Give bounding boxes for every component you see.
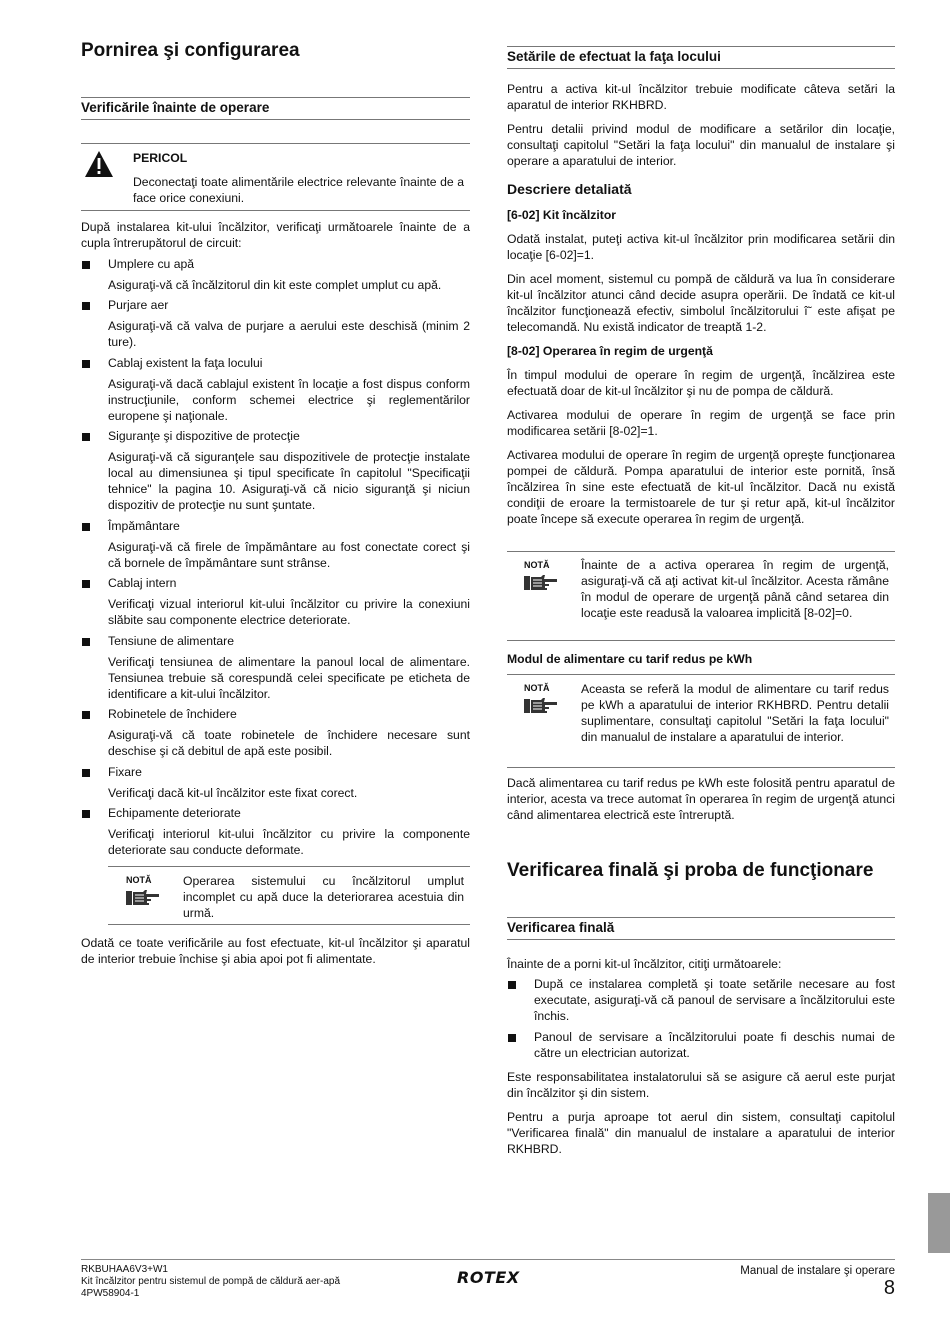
paragraph: Pentru a activa kit-ul încălzitor trebuie modificate câteva setări la aparatul de interior RKHBRD. [507, 82, 895, 112]
check-title: Tensiune de alimentare [108, 634, 235, 648]
check-title: Echipamente deteriorate [108, 806, 241, 820]
paragraph: Înainte de a porni kit-ul încălzitor, citiţi următoarele: [507, 957, 782, 971]
check-text: Asiguraţi-vă că toate robinetele de închidere necesare sunt deschise şi că debitul de apă este posibil. [108, 728, 470, 758]
check-title: Cablaj intern [108, 576, 177, 590]
subheading-8-02: [8-02] Operarea în regim de urgenţă [507, 344, 713, 358]
bullet [82, 769, 90, 777]
note-text: Înainte de a activa operarea în regim de urgenţă, asiguraţi-vă că aţi activat kit-ul încălzitor. Acesta rămâne în modul de operare de urgenţă până când setarea din locaţie este readusă la valoarea implicită [8-02]=0. [581, 558, 889, 620]
check-title: Umplere cu apă [108, 257, 195, 271]
divider [507, 551, 895, 552]
check-title: Purjare aer [108, 298, 169, 312]
pointing-hand-icon [523, 573, 559, 593]
paragraph: Activarea modului de operare în regim de urgenţă se face prin modificarea setării [8-02]=1. [507, 408, 895, 438]
paragraph: Dacă alimentarea cu tarif redus pe kWh este folosită pentru aparatul de interior, acesta va trece automat în operarea în regim de urgenţă atunci când alimentarea electrică este întreruptă. [507, 776, 895, 822]
bullet [82, 523, 90, 531]
check-title: Robinetele de închidere [108, 707, 237, 721]
section-title-final: Verificarea finală [507, 920, 615, 935]
check-title: Cablaj existent la faţa locului [108, 356, 263, 370]
divider [507, 68, 895, 69]
subheading-detailed: Descriere detaliată [507, 181, 632, 197]
check-text: Asiguraţi-vă că încălzitorul din kit este complet umplut cu apă. [108, 278, 442, 292]
check-text: Verificaţi interiorul kit-ului încălzitor cu privire la componente deteriorate sau conducte deformate. [108, 827, 470, 857]
divider [507, 917, 895, 918]
page-number: 8 [883, 1277, 895, 1299]
footer-model: RKBUHAA6V3+W1 [81, 1264, 168, 1275]
divider [108, 866, 470, 867]
note-label: NOTĂ [524, 560, 550, 570]
section-title-settings: Setările de efectuat la faţa locului [507, 49, 721, 64]
check-title: Siguranţe şi dispozitive de protecţie [108, 429, 300, 443]
bullet [82, 711, 90, 719]
check-title: Fixare [108, 765, 142, 779]
divider [507, 939, 895, 940]
check-title: Împământare [108, 519, 180, 533]
check-text: Asiguraţi-vă că valva de purjare a aerului este deschisă (minim 2 ture). [108, 319, 470, 349]
intro-text: După instalarea kit-ului încălzitor, verificaţi următoarele înainte de a cupla întrerupătorul de circuit: [81, 220, 470, 250]
pointing-hand-icon [125, 888, 161, 908]
rotex-logo: ROTEX [457, 1268, 520, 1287]
bullet [508, 981, 516, 989]
check-text: Asiguraţi-vă că firele de împământare au fost conectate corect şi că bornele de împământare sunt strânse. [108, 540, 470, 570]
check-text: Verificaţi vizual interiorul kit-ului încălzitor cu privire la conexiuni slăbite sau componente electrice deteriorate. [108, 597, 470, 627]
divider [81, 119, 470, 120]
subheading-tariff: Modul de alimentare cu tarif redus pe kWh [507, 652, 753, 666]
pointing-hand-icon [523, 696, 559, 716]
paragraph: Activarea modului de operare în regim de urgenţă opreşte funcţionarea pompei de căldură. Pompa aparatului de interior este pornită, însă încălzirea în sine este efectuată de kit-ul încălzitor. Dacă nu există condiţii de eroare la termistoarele de tur şi retur apă, kit-ul încălzitor poate începe să execute operarea în regim de urgenţă. [507, 448, 895, 526]
section-title-checks: Verificările înainte de operare [81, 100, 270, 115]
footer-description: Kit încălzitor pentru sistemul de pompă de căldură aer-apă [81, 1276, 341, 1287]
bullet [82, 433, 90, 441]
check-text: Asiguraţi-vă dacă cablajul existent în locaţie a fost dispus conform instrucţiunile, conform schemei electrice şi reglementărilor europene şi naţionale. [108, 377, 470, 423]
subheading-6-02: [6-02] Kit încălzitor [507, 208, 617, 222]
danger-label: PERICOL [133, 151, 188, 165]
divider [507, 767, 895, 768]
warning-triangle-icon [84, 150, 114, 178]
footer-divider [81, 1259, 895, 1260]
bullet [508, 1034, 516, 1042]
note-label: NOTĂ [126, 875, 152, 885]
section-heading-final: Verificarea finală şi proba de funcţionare [507, 860, 874, 881]
note-text: Operarea sistemului cu încălzitorul umplut incomplet cu apă duce la deteriorarea acestuia din urmă. [183, 874, 464, 920]
final-bullet-text: Panoul de servisare a încălzitorului poate fi deschis numai de către un electrician autorizat. [534, 1030, 895, 1060]
footer-manual: Manual de instalare şi operare [740, 1265, 895, 1277]
footer-doc-code: 4PW58904-1 [81, 1288, 140, 1299]
check-text: Verificaţi dacă kit-ul încălzitor este fixat corect. [108, 786, 358, 800]
bullet [82, 302, 90, 310]
divider [81, 97, 470, 98]
paragraph: Odată instalat, puteţi activa kit-ul încălzitor prin modificarea setării din locaţie [6-02]=1. [507, 232, 895, 262]
bullet [82, 580, 90, 588]
note-text: Aceasta se referă la modul de alimentare cu tarif redus pe kWh a aparatului de interior RKHBRD. Pentru detalii suplimentare, consultaţi capitolul "Setări la faţa locului" din manualul de instalare a aparatului de interior. [581, 682, 889, 744]
danger-text: Deconectaţi toate alimentările electrice relevante înainte de a face orice conexiuni. [133, 175, 464, 205]
section-tab-marker [928, 1193, 950, 1253]
divider [507, 640, 895, 641]
closing-text: Odată ce toate verificările au fost efectuate, kit-ul încălzitor şi aparatul de interior trebuie închise şi abia apoi pot fi alimentate. [81, 936, 470, 966]
divider [507, 674, 895, 675]
check-text: Asiguraţi-vă că siguranţele sau dispozitivele de protecţie instalate local au dimensiunea şi tipul specificate în capitolul "Specificaţii tehnice" la pagina 10. Asiguraţi-vă că nicio siguranţă şi niciun dispozitiv de protecţie nu sunt şuntate. [108, 450, 470, 512]
final-bullet-text: După ce instalarea completă şi toate setările necesare au fost executate, asiguraţi-vă că panoul de servisare a încălzitorului este închis. [534, 977, 895, 1023]
paragraph: Pentru a purja aproape tot aerul din sistem, consultaţi capitolul "Verificarea finală" din manualul de instalare a aparatului de interior RKHBRD. [507, 1110, 895, 1156]
divider [507, 46, 895, 47]
bullet [82, 638, 90, 646]
bullet [82, 261, 90, 269]
paragraph: Din acel moment, sistemul cu pompă de căldură va lua în considerare kit-ul încălzitor atunci când decide asupra operării. De îndată ce kit-ul încălzitor funcţionează efectiv, simbolul încălzitorului î˜ este afişat pe telecomandă. Nu există indicator de treaptă 1-2. [507, 272, 895, 334]
paragraph: Este responsabilitatea instalatorului să se asigure că aerul este purjat din încălzitor şi din sistem. [507, 1070, 895, 1100]
paragraph: În timpul modului de operare în regim de urgenţă, încălzirea este efectuată doar de kit-ul încălzitor şi nu de pompa de căldură. [507, 368, 895, 398]
page-title: Pornirea şi configurarea [81, 40, 300, 61]
divider [108, 924, 470, 925]
note-label: NOTĂ [524, 683, 550, 693]
bullet [82, 810, 90, 818]
divider [81, 210, 470, 211]
check-text: Verificaţi tensiunea de alimentare la panoul local de alimentare. Tensiunea trebuie să corespundă celei specificate pe eticheta de identificare a kit-ului încălzitor. [108, 655, 470, 701]
divider [81, 143, 470, 144]
bullet [82, 360, 90, 368]
paragraph: Pentru detalii privind modul de modificare a setărilor din locaţie, consultaţi capitolul "Setări la faţa locului" din manualul de instalare şi operare a aparatului de interior. [507, 122, 895, 168]
